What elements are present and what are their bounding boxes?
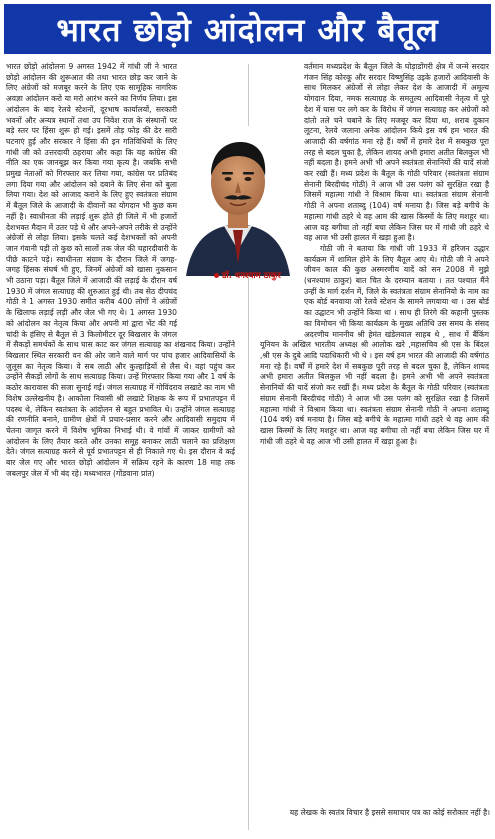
- left-column-text: भारत छोड़ो आंदोलनः 9 अगस्त 1942 में गांधी जी ने भारत छोड़ो आंदोलन की शुरूआत की तथा भारत छोड़ कर जाने के लिए अंग्रेजों को मजबूर करने के लिए एक सामूहिक नागरिक अवज्ञा आंदोलन करो या मरो आरंभ करने का निर्णय लिया। इस आंदोलन के बाद रेलवे स्टेशनों, दूरभाष कार्यालयों, सरकारी भवनों और अन्यत्र स्थानों तथा उप निवेश राज के संस्थानों पर बड़े स्तर पर हिंसा शुरू हो गई। इसमें तोड़ फोड़ की ढेर सारी घटनाएं हुई और सरकार ने हिंसा की इन गतिविधियों के लिए गांधी जी को उत्तरदायी ठहराया और कहा कि यह कांग्रेस की नीति का एक जानबूझ कर किया गया कृत्य है। जबकि सभी प्रमुख नेताओं को गिरफ्तार कर लिया गया, कांग्रेस पर प्रतिबंद लगा दिया गया और आंदोलन को दबाने के लिए सेना को बुला लिया गया। देश को आजाद कराने के लिए हुए स्वतंत्रता संग्राम में बैतूल जिले के आजादी के दीवानों का योगदान भी कुछ कम नहीं है। स्वाधीनता की लड़ाई शुरू होते ही जिले में भी हजारों देशभक्त मैदान में उतर पड़े थे और अपने-अपने तरीके से उन्होंने अंग्रेजों से लोहा लिया। इसके चलते कई देशभक्तों को अपनी जान गंवानी पड़ी तो कुछ को सालों तक जेल की चहारदीवारी के पीछे काटने पड़े। स्वाधीनता संग्राम के दौरान जिले में जगह-जगह हिंसक संघर्ष भी हुए, जिनमें अंग्रेजों को खासा नुकसान भी उठाना पड़ा। बैतूल जिले में आजादी की लड़ाई के दौरान वर्ष 1930 में जंगल सत्याग्रह की शुरुआत हुई थी। तब सेठ दीपचंद गोठी ने 1 अगस्त 1930 समीत करीब 400 लोगों ने अंग्रेजों के खिलाफ लड़ाई लड़ी और जेल भी गए थे। 1 अगस्त 1930 को आंदोलन का नेतृत्व किया और अपनी मां द्वारा भेंट की गई चांदी के हंसिए से बैतूल से 3 किलोमीटर दूर बिखलार के जंगल में सैकड़ों समर्थकों के साथ घास काट कर जंगल सत्याग्रह का शंखनाद किया। उन्होंने बिखलार स्थित सरकारी वन की ओर जाने वाले मार्ग पर पांच हजार आदिवासियों के जुलूस का नेतृत्व किया। वे सब लाठी और कुल्हाड़ियों से लैस थे। वहां पहुंच कर उन्होंने सैकड़ों लोगों के साथ सत्याग्रह किया। उन्हें गिरफ्तार किया गया और 1 वर्ष के कठोर कारावास की सजा सुनाई गई। जंगल सत्याग्रह में गोविंदराव लखाटे का नाम भी विशेष उल्लेखनीय है। आकोला निवासी श्री लखाटे शिक्षक के रूप में प्रभातपट्टन में पदस्थ थे, लेकिन स्वतंत्रता के आंदोलन से बहुत प्रभावित थे। उन्होंने जंगल सत्याग्रह की रणनीति बनाने, ग्रामीण क्षेत्रों में प्रचार-प्रसार करने और आदिवासी समुदाय में चेतना जागृत करने में विशेष भूमिका निभाई थी। वे गांवों में जाकर ग्रामीणों को आंदोलन के लिए तैयार करते और उनका समूह बनाकर लाठी चलाने का प्रशिक्षण देते। जंगल सत्याग्रह करने से पूर्व प्रभातपट्टन से ही निकाले गए थे। इस दौरान वे कई बार जेल गए और भारत छोड़ो आंदोलन में सक्रिय रहने के कारण 18 माह तक जबलपुर जेल में भी बंद रहे। मध्यभारत (गोंडवाना प्रांत): [6, 62, 235, 478]
- right-column-text-1: वर्तमान मध्यप्रदेश के बैतूल जिले के घोड़ाडोंगरी क्षेत्र में जन्मे सरदार गंजन सिंह कोरकू और सरदार विष्णुसिंह उइके हजारों आदिवासी के साथ मिलकर अंग्रेजों से लोहा लेकर देश के आजादी में अमूल्य योगदान दिया, नमक सत्याग्रह के समतुल्य आदिवासी नेतृत्व में पूरे देश में घास पर लगे कर के विरोध में जंगल सत्याग्रह कर अंग्रेजों को दांतो तले चने चबाने के लिए मजबूर कर दिया था, शराब दुकान लूटना, रेलवे जलाना अनेक आंदोलन किये इस वर्ष हम भारत की आजादी की वर्षगांठ मना रहे हैं। वर्षों में हमारे देश में सबकुछ पूरा तरह से बदल चुका है, लेकिन शायद अभी हमारा अतीत बिलकुल भी नहीं बदला है। हमने अभी भी अपने स्वतंत्रता सेनानियों की यादें संजो कर रखी हैं। मध्य प्रदेश के बैतूल के गोठी परिवार (स्वतंत्रता संग्राम सेनानी बिरदीचंद गोठी) ने आज भी उस पलंग को सुरक्षित रखा है जिसमें महात्मा गांधी ने विश्राम किया था। स्वतंत्रता संग्राम सेनानी गोठी ने अपना शताब्दु (104) वर्ष मनाया है। जिस बड़े बगीचे के महात्मा गांधी ठहरे थे वह आम की खास किस्मों के लिए मशहूर था। आज वह बगीचा तो नहीं बचा लेकिन जिस घर में गांधी जी ठहरे थे वह आज भी उसी हालत में खड़ा हुआ है।: [304, 62, 489, 243]
- headline-banner: [4, 4, 491, 54]
- author-photo: [178, 126, 298, 276]
- disclaimer-note: यह लेखक के स्वतंत्र विचार है इससे समाचार पत्र का कोई सरोकार नहीं है।: [289, 808, 490, 817]
- author-caption: [214, 270, 281, 281]
- author-name: डॉ. धनश्याम ठाकुर: [222, 271, 281, 281]
- author-portrait-icon: [178, 126, 298, 276]
- bullet-icon: [214, 273, 219, 278]
- headline-title: भारत छोड़ो आंदोलन और बैतूल: [56, 10, 439, 49]
- right-column-text-2: गोठी जी ने बताया कि गांधी जी 1933 में हरिजन उद्धार कार्यक्रम में शामिल होने के लिए बैतूल आए थे। गोठी जी ने अपने जीवन काल की कुछ अस्मरणीय यादें को सन 2008 में मुझे (धनश्याम ठाकुर) बात चित के दरम्यान बताया । तत पश्चात मैंने उन्हीं के मार्ग दर्शन में, जिले के स्वतंत्रता संग्राम सेनानियो के नाम का एक बोर्ड बनवाया जो रेलवे स्टेशन के सामने लगवाया था । उस बोर्ड का उद्घाटन भी उन्होंने किया था । साथ ही तिरंगे की कहानी पुस्तक का विमोचन भी किया कार्यक्रम के मुख्य अतिथि उस समय के संसद अदरणीय माननीय श्री हेमंत खंडेलवाल साहब थे , साथ में बैंकिंग यूनियन के अखिल भारतीय अध्यक्ष श्री आलोक खरे ,महासचिव श्री एस के बिंदल ,श्री एस के दुबे आदि पदाधिकारी भी थे । इस वर्ष हम भारत की आजादी की वर्षगांठ मना रहे हैं। वर्षों में हमारे देश में सबकुछ पूरी तरह से बदल चुका है, लेकिन शायद अभी हमारा अतीत बिलकुल भी नहीं बदला है। हमने अभी भी अपने स्वतंत्रता सेनानियों की यादें संजो कर रखीं हैं। मध्य प्रदेश के बैतूल के गोठी परिवार (स्वतंत्रता संग्राम सेनानी बिरदीचंद गोठी) ने आज भी उस पलंग को सुरक्षित रखा है जिसमें महात्मा गांधी ने विश्राम किया था। स्वतंत्रता संग्राम सेनानी गोठी ने अपना शताब्दु (104 वर्ष) वर्ष मनाया है। जिस बड़े बगीचे के महात्मा गांधी ठहरे थे वह आम की खास किस्मों के लिए मशहूर था। आज वह बगीचा तो नहीं बचा लेकिन जिस घर में गांधी जी ठहरे थे वह आज भी उसी हालत में खड़ा हुआ है।: [260, 243, 489, 446]
